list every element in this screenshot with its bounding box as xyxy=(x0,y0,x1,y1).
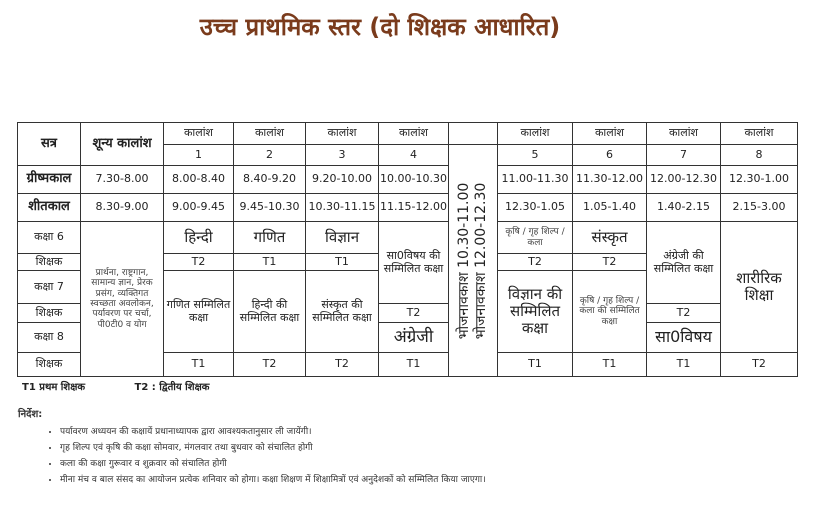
teacher-cell: T2 xyxy=(647,304,721,323)
subject-cell: कृषि / गृह शिल्प / कला xyxy=(498,222,573,254)
period-header: कालांश xyxy=(721,123,798,145)
winter-time: 10.30-11.15 xyxy=(306,194,379,222)
lunch-break-cell xyxy=(449,145,498,377)
summer-time: 12.30-1.00 xyxy=(721,166,798,194)
subject-cell: विज्ञान xyxy=(306,222,379,254)
combined-class-cell: विज्ञान की सम्मिलित कक्षा xyxy=(498,271,573,353)
period-number: 5 xyxy=(498,145,573,166)
period-header: कालांश xyxy=(647,123,721,145)
winter-label: शीतकाल xyxy=(18,194,81,222)
combined-class-cell: हिन्दी की सम्मिलित कक्षा xyxy=(234,271,306,353)
subject-cell: हिन्दी xyxy=(164,222,234,254)
period-number: 6 xyxy=(573,145,647,166)
teacher-label: शिक्षक xyxy=(18,353,81,377)
blank-cell xyxy=(449,123,498,145)
subject-cell: गणित xyxy=(234,222,306,254)
subject-cell: सा0विषय की सम्मिलित कक्षा xyxy=(379,222,449,304)
winter-time: 1.05-1.40 xyxy=(573,194,647,222)
summer-time: 9.20-10.00 xyxy=(306,166,379,194)
instruction-item: • पर्यावरण अध्ययन की कक्षायें प्रधानाध्यापक द्वारा आवश्यकतानुसार ली जायेंगी। xyxy=(60,424,486,437)
winter-time: 2.15-3.00 xyxy=(721,194,798,222)
summer-time: 11.30-12.00 xyxy=(573,166,647,194)
summer-label: ग्रीष्मकाल xyxy=(18,166,81,194)
class-7-label: कक्षा 7 xyxy=(18,271,81,304)
session-header: सत्र xyxy=(18,123,81,166)
summer-time: 12.00-12.30 xyxy=(647,166,721,194)
summer-time: 8.40-9.20 xyxy=(234,166,306,194)
lunch-winter: भोजनावकाश 12.00-12.30 xyxy=(473,182,489,339)
period-header: कालांश xyxy=(164,123,234,145)
teacher-cell: T2 xyxy=(234,353,306,377)
period-header: कालांश xyxy=(306,123,379,145)
teacher-cell: T1 xyxy=(573,353,647,377)
period-number: 7 xyxy=(647,145,721,166)
combined-class-cell: गणित सम्मिलित कक्षा xyxy=(164,271,234,353)
period-number: 4 xyxy=(379,145,449,166)
subject-cell: अंग्रेजी की सम्मिलित कक्षा xyxy=(647,222,721,304)
period-number: 2 xyxy=(234,145,306,166)
period-header: कालांश xyxy=(498,123,573,145)
winter-time: 12.30-1.05 xyxy=(498,194,573,222)
subject-cell: अंग्रेजी xyxy=(379,323,449,353)
teacher-cell: T2 xyxy=(721,353,798,377)
combined-class-cell: संस्कृत की सम्मिलित कक्षा xyxy=(306,271,379,353)
instruction-item: • मीना मंच व बाल संसद का आयोजन प्रत्येक शनिवार को होगा। कक्षा शिक्षण में शिक्षामित्रों एवं अनुदेशकों को सम्मिलित किया जाएगा। xyxy=(60,472,486,485)
winter-zero-time: 8.30-9.00 xyxy=(81,194,164,222)
teacher-cell: T1 xyxy=(379,353,449,377)
subject-cell: संस्कृत xyxy=(573,222,647,254)
teacher-cell: T2 xyxy=(379,304,449,323)
teacher-cell: T1 xyxy=(164,353,234,377)
period-header: कालांश xyxy=(234,123,306,145)
legend-t1: T1 प्रथम शिक्षक xyxy=(22,382,86,393)
instruction-item: • गृह शिल्प एवं कृषि की कक्षा सोमवार, मंगलवार तथा बुधवार को संचालित होगी xyxy=(60,440,486,453)
period-header: कालांश xyxy=(379,123,449,145)
winter-time: 9.00-9.45 xyxy=(164,194,234,222)
winter-time: 11.15-12.00 xyxy=(379,194,449,222)
winter-time: 1.40-2.15 xyxy=(647,194,721,222)
teacher-label: शिक्षक xyxy=(18,304,81,323)
summer-time: 10.00-10.30 xyxy=(379,166,449,194)
instructions-heading: निर्देश: xyxy=(18,409,43,420)
zero-period-header: शून्य कालांश xyxy=(81,123,164,166)
teacher-cell: T2 xyxy=(306,353,379,377)
instruction-item: • कला की कक्षा गुरूवार व शुक्रवार को संचालित होगी xyxy=(60,456,486,469)
instructions xyxy=(18,406,486,488)
teacher-cell: T1 xyxy=(647,353,721,377)
winter-time: 9.45-10.30 xyxy=(234,194,306,222)
subject-cell: सा0विषय xyxy=(647,323,721,353)
period-number: 3 xyxy=(306,145,379,166)
timetable xyxy=(17,122,798,377)
teacher-cell: T1 xyxy=(234,254,306,271)
page-title: उच्च प्राथमिक स्तर (दो शिक्षक आधारित) xyxy=(199,13,561,41)
zero-period-activities: प्रार्थना, राष्ट्रगान, सामान्य ज्ञान, प्रेरक प्रसंग, व्यक्तिगत स्वच्छता अवलोकन, पर्यावरण पर चर्चा, पी0टी0 व योग xyxy=(81,222,164,377)
legend xyxy=(22,379,215,393)
period-header: कालांश xyxy=(573,123,647,145)
teacher-cell: T2 xyxy=(498,254,573,271)
lunch-summer: भोजनावकाश 10.30-11.00 xyxy=(456,182,473,339)
teacher-cell: T1 xyxy=(306,254,379,271)
legend-t2: T2 : द्वितीय शिक्षक xyxy=(134,382,210,393)
summer-zero-time: 7.30-8.00 xyxy=(81,166,164,194)
class-6-label: कक्षा 6 xyxy=(18,222,81,254)
summer-time: 11.00-11.30 xyxy=(498,166,573,194)
teacher-cell: T2 xyxy=(164,254,234,271)
subject-cell: शारीरिक शिक्षा xyxy=(721,222,798,353)
teacher-label: शिक्षक xyxy=(18,254,81,271)
class-8-label: कक्षा 8 xyxy=(18,323,81,353)
summer-time: 8.00-8.40 xyxy=(164,166,234,194)
combined-class-cell: कृषि / गृह शिल्प / कला की सम्मिलित कक्षा xyxy=(573,271,647,353)
period-number: 1 xyxy=(164,145,234,166)
teacher-cell: T1 xyxy=(498,353,573,377)
teacher-cell: T2 xyxy=(573,254,647,271)
period-number: 8 xyxy=(721,145,798,166)
